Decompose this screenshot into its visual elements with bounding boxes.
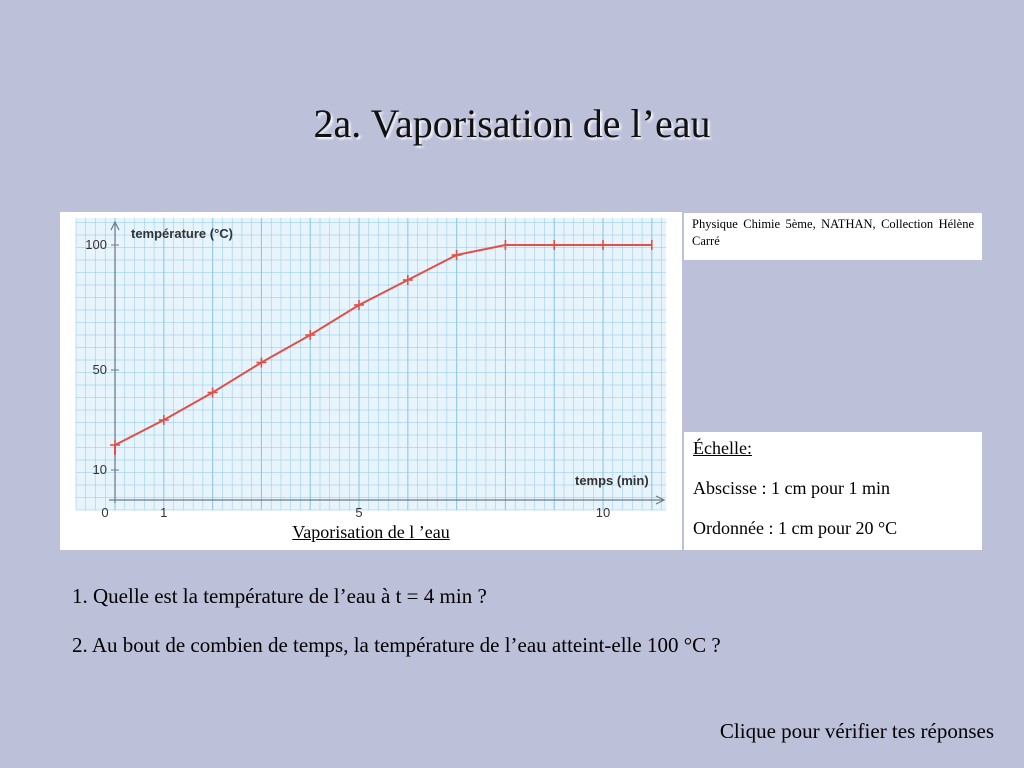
x-tick-label: 10	[595, 505, 611, 520]
question-1: 1. Quelle est la température de l’eau à t = 4 min ?	[72, 584, 487, 608]
y-axis-title: température (°C)	[131, 226, 233, 241]
scale-ordinate: Ordonnée : 1 cm pour 20 °C	[693, 518, 898, 538]
scale-heading: Échelle:	[693, 438, 752, 458]
x-tick-label: 5	[355, 505, 363, 520]
x-tick-label: 1	[160, 505, 168, 520]
temperature-chart	[60, 212, 682, 520]
y-tick-label: 100	[85, 237, 107, 252]
x-axis-title: temps (min)	[575, 473, 649, 488]
slide-title: 2a. Vaporisation de l’eau	[313, 101, 711, 146]
y-tick-label: 10	[92, 462, 107, 477]
question-2: 2. Au bout de combien de temps, la température de l’eau atteint-elle 100 °C ?	[72, 633, 721, 657]
scale-abscissa: Abscisse : 1 cm pour 1 min	[693, 478, 890, 498]
source-credit: Physique Chimie 5ème, NATHAN, Collection Hélène Carré	[684, 213, 982, 260]
y-tick-label: 50	[92, 362, 107, 377]
chart-caption: Vaporisation de l ’eau	[292, 522, 450, 542]
chart-background	[76, 218, 666, 510]
chart-panel	[60, 212, 682, 550]
scale-box	[684, 432, 982, 550]
verify-answers-link[interactable]: Clique pour vérifier tes réponses	[719, 719, 994, 743]
x-tick-label: 0	[101, 505, 109, 520]
